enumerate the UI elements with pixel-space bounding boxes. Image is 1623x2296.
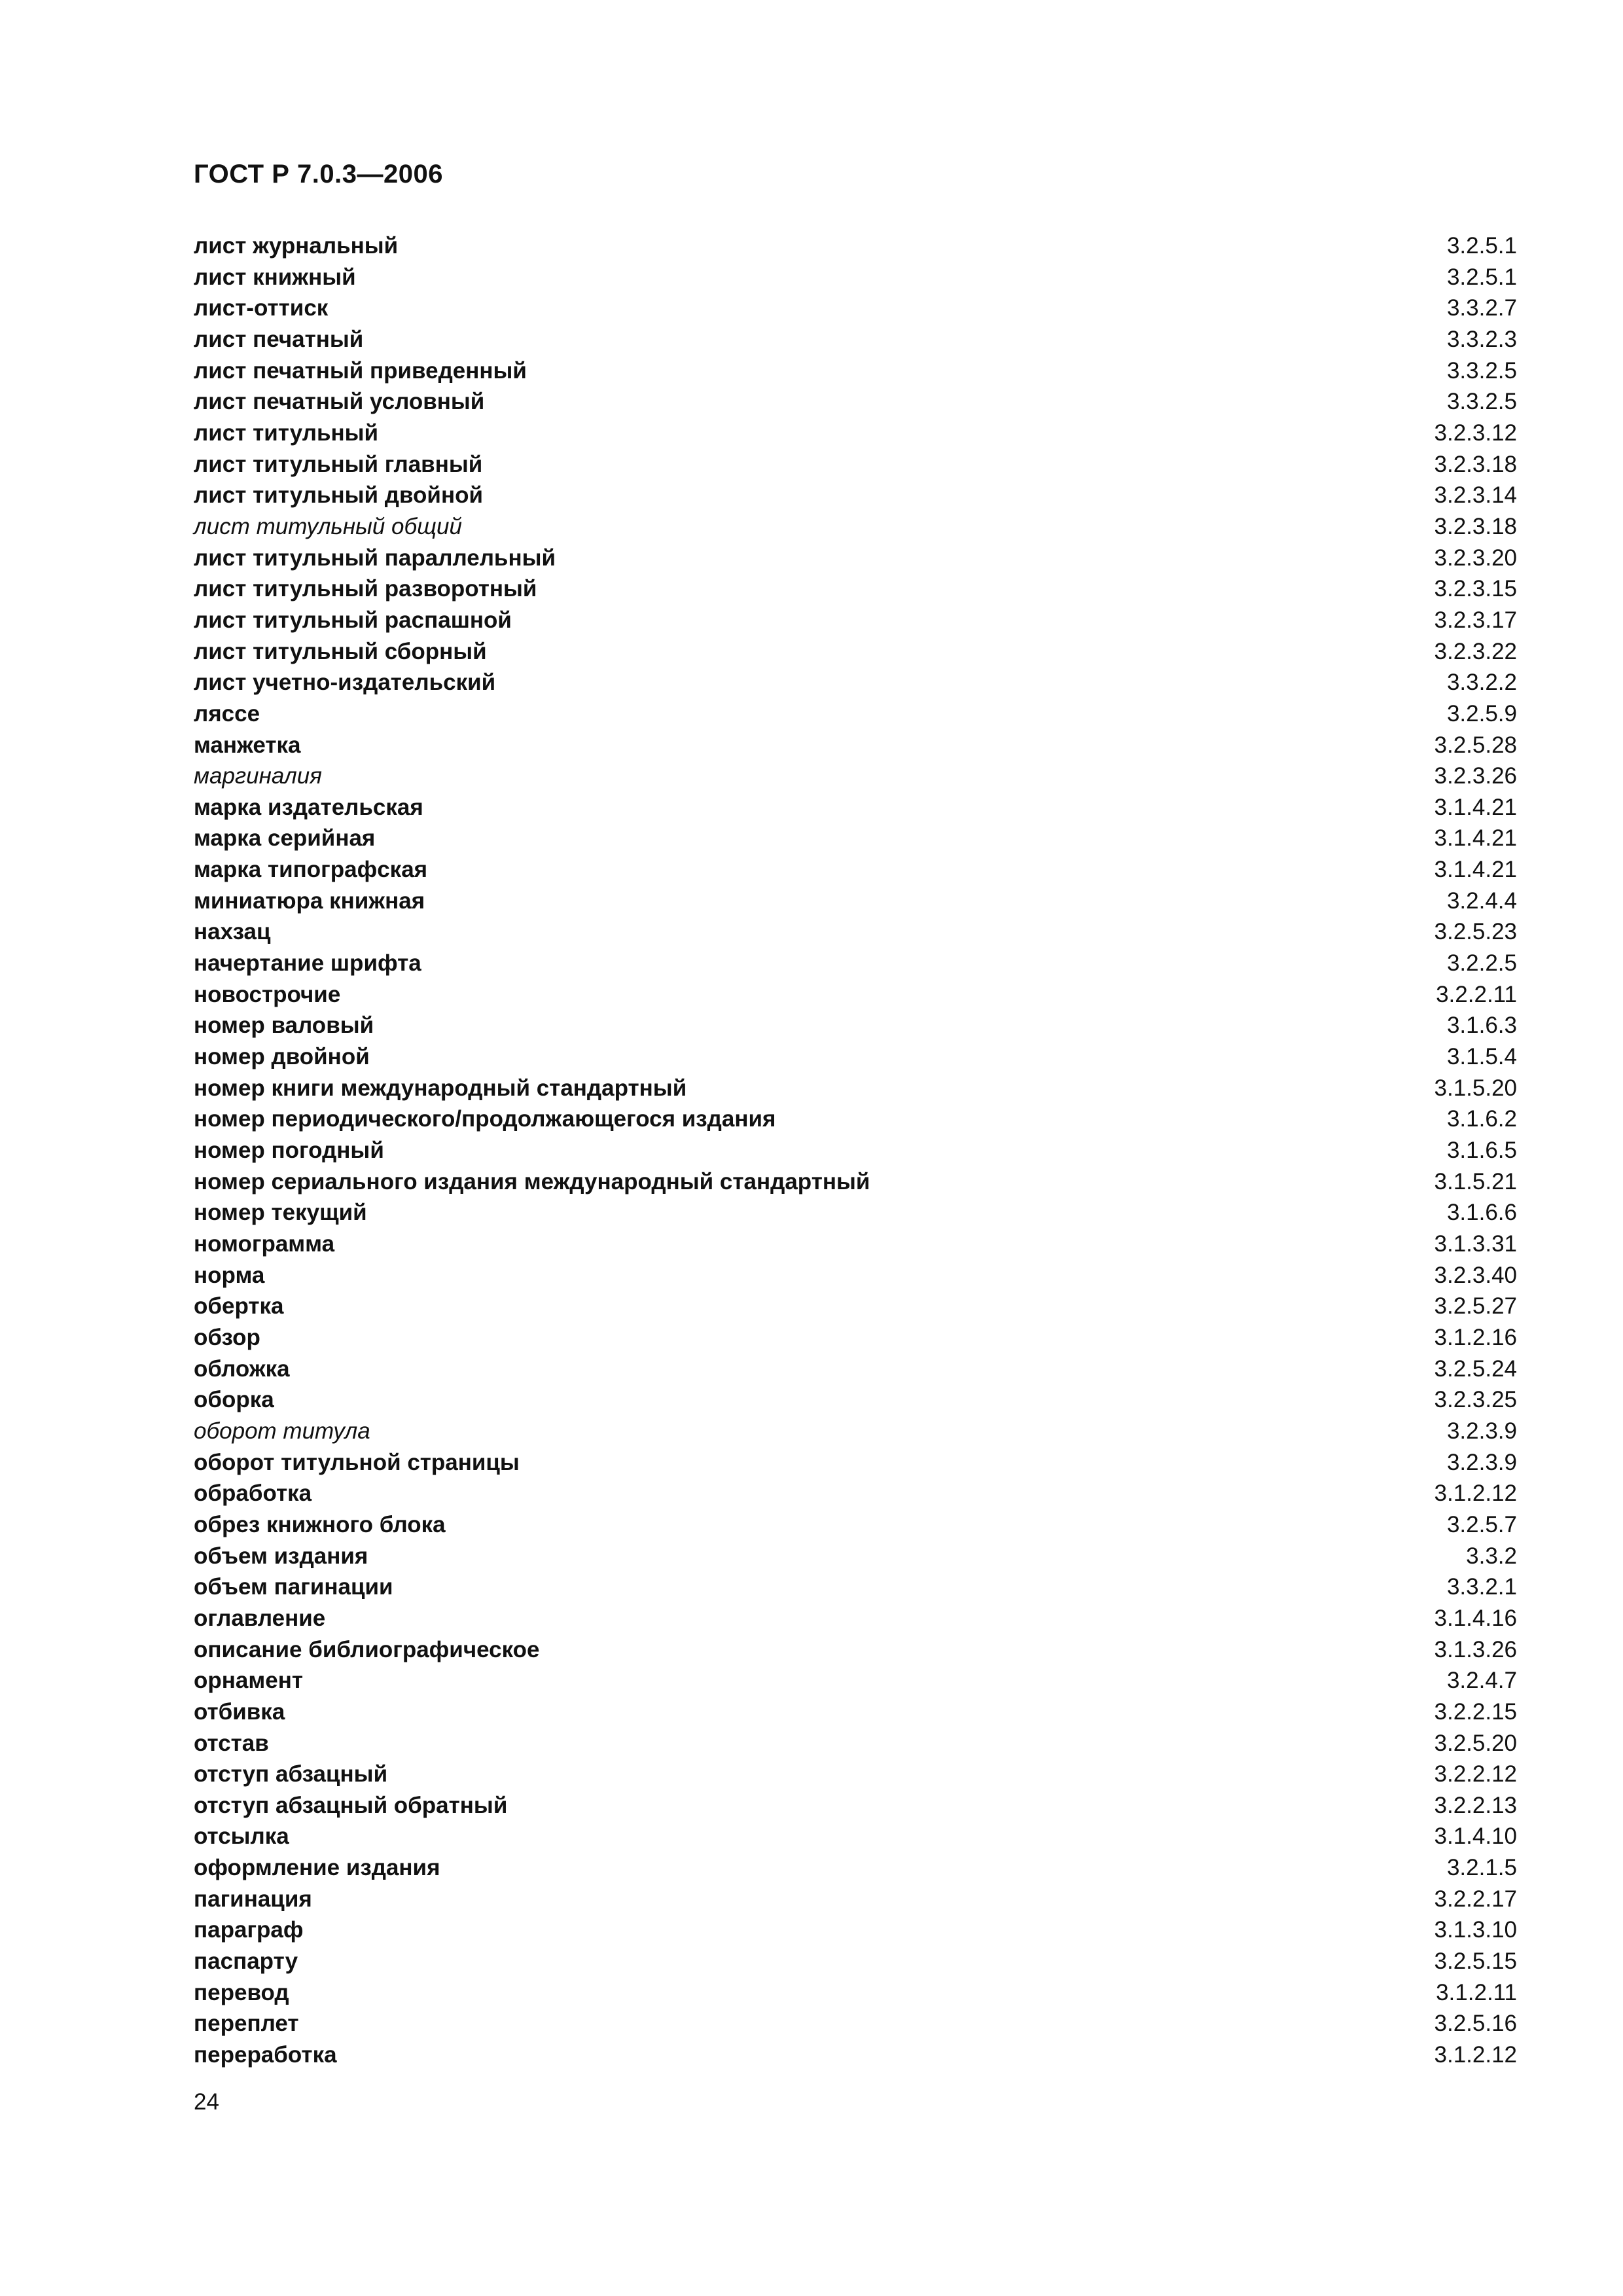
section-reference: 3.1.4.21 (1434, 794, 1517, 820)
section-reference: 3.2.5.16 (1434, 2011, 1517, 2037)
section-reference: 3.1.4.21 (1434, 857, 1517, 883)
index-term: лист титульный общий (194, 513, 462, 539)
index-entry (194, 1634, 1517, 1666)
index-term: миниатюра книжная (194, 888, 425, 914)
index-term: параграф (194, 1917, 304, 1943)
index-entry (194, 1541, 1517, 1572)
section-reference: 3.2.3.26 (1434, 763, 1517, 789)
section-reference: 3.2.5.15 (1434, 1948, 1517, 1975)
index-entry (194, 1852, 1517, 1884)
section-reference: 3.2.5.27 (1434, 1293, 1517, 1319)
section-reference: 3.2.5.28 (1434, 732, 1517, 758)
index-entry (194, 480, 1517, 511)
index-term: оборот титульной страницы (194, 1449, 520, 1475)
index-term: маргиналия (194, 763, 322, 789)
index-term: номер погодный (194, 1138, 384, 1164)
section-reference: 3.3.2.5 (1446, 357, 1517, 384)
index-term: лист титульный сборный (194, 638, 487, 664)
section-reference: 3.2.5.9 (1446, 700, 1517, 726)
index-entry (194, 1354, 1517, 1385)
index-entry (194, 449, 1517, 480)
index-term: лист-оттиск (194, 295, 329, 321)
index-entry (194, 730, 1517, 761)
index-entry (194, 293, 1517, 324)
index-term: обертка (194, 1293, 284, 1319)
section-reference: 3.2.5.24 (1434, 1355, 1517, 1382)
section-reference: 3.1.3.26 (1434, 1636, 1517, 1662)
index-entry (194, 1135, 1517, 1166)
section-reference: 3.2.3.9 (1446, 1418, 1517, 1444)
index-term: лист журнальный (194, 233, 399, 259)
index-entry (194, 1073, 1517, 1104)
index-term: переплет (194, 2011, 299, 2037)
section-reference: 3.2.3.20 (1434, 545, 1517, 571)
index-term: оборка (194, 1387, 274, 1413)
section-reference: 3.2.3.14 (1434, 482, 1517, 509)
section-reference: 3.2.2.11 (1436, 981, 1517, 1007)
term-index-list (194, 230, 1517, 2071)
index-entry (194, 948, 1517, 979)
section-reference: 3.2.2.5 (1446, 950, 1517, 977)
index-entry (194, 230, 1517, 262)
index-entry (194, 1384, 1517, 1416)
index-term: лист печатный (194, 326, 364, 352)
index-entry (194, 386, 1517, 418)
index-term: номограмма (194, 1231, 335, 1257)
section-reference: 3.1.6.3 (1446, 1013, 1517, 1039)
section-reference: 3.1.5.21 (1434, 1168, 1517, 1194)
index-term: лист титульный разворотный (194, 576, 537, 602)
index-entry (194, 823, 1517, 854)
section-reference: 3.2.3.12 (1434, 420, 1517, 446)
index-entry (194, 1166, 1517, 1198)
index-term: лист титульный двойной (194, 482, 483, 509)
index-term: обработка (194, 1480, 312, 1507)
index-entry (194, 605, 1517, 636)
index-entry (194, 1322, 1517, 1354)
index-term: начертание шрифта (194, 950, 421, 977)
index-term: номер периодического/продолжающегося издания (194, 1106, 776, 1132)
section-reference: 3.2.2.13 (1434, 1792, 1517, 1818)
index-term: объем пагинации (194, 1574, 393, 1600)
document-header: ГОСТ Р 7.0.3—2006 (194, 160, 443, 188)
page-number: 24 (194, 2089, 219, 2115)
index-entry (194, 1603, 1517, 1634)
index-entry (194, 1197, 1517, 1229)
index-entry (194, 854, 1517, 886)
index-term: номер книги международный стандартный (194, 1075, 687, 1101)
index-entry (194, 1977, 1517, 2009)
index-entry (194, 543, 1517, 574)
section-reference: 3.3.2.3 (1446, 326, 1517, 352)
index-term: отступ абзацный (194, 1761, 388, 1787)
section-reference: 3.2.3.22 (1434, 638, 1517, 664)
index-entry (194, 1821, 1517, 1852)
index-term: лист титульный (194, 420, 379, 446)
section-reference: 3.2.4.4 (1446, 888, 1517, 914)
index-term: лист титульный главный (194, 451, 483, 477)
section-reference: 3.2.3.40 (1434, 1262, 1517, 1288)
index-term: отбивка (194, 1698, 285, 1725)
index-entry (194, 1946, 1517, 1977)
index-term: марка типографская (194, 857, 428, 883)
section-reference: 3.3.2.7 (1446, 295, 1517, 321)
section-reference: 3.2.2.12 (1434, 1761, 1517, 1787)
index-entry (194, 1665, 1517, 1696)
index-term: номер текущий (194, 1200, 367, 1226)
index-entry (194, 886, 1517, 917)
index-term: номер двойной (194, 1044, 370, 1070)
index-entry (194, 636, 1517, 668)
index-term: норма (194, 1262, 265, 1288)
section-reference: 3.3.2 (1466, 1543, 1517, 1569)
index-entry (194, 1416, 1517, 1447)
section-reference: 3.1.6.6 (1446, 1200, 1517, 1226)
index-entry (194, 1229, 1517, 1260)
index-entry (194, 916, 1517, 948)
index-entry (194, 1478, 1517, 1509)
index-entry (194, 1010, 1517, 1041)
index-term: паспарту (194, 1948, 298, 1975)
section-reference: 3.2.5.20 (1434, 1730, 1517, 1756)
section-reference: 3.1.3.31 (1434, 1231, 1517, 1257)
section-reference: 3.2.2.15 (1434, 1698, 1517, 1725)
section-reference: 3.1.5.20 (1434, 1075, 1517, 1101)
section-reference: 3.3.2.2 (1446, 670, 1517, 696)
index-term: пагинация (194, 1886, 312, 1912)
index-term: лист печатный приведенный (194, 357, 527, 384)
index-entry (194, 355, 1517, 387)
section-reference: 3.2.5.1 (1446, 264, 1517, 290)
index-entry (194, 1041, 1517, 1073)
section-reference: 3.2.3.17 (1434, 607, 1517, 633)
section-reference: 3.2.3.18 (1434, 451, 1517, 477)
section-reference: 3.1.4.10 (1434, 1823, 1517, 1850)
index-entry (194, 698, 1517, 730)
section-reference: 3.2.3.18 (1434, 513, 1517, 539)
section-reference: 3.2.4.7 (1446, 1668, 1517, 1694)
index-term: перевод (194, 1979, 289, 2005)
index-term: обзор (194, 1324, 260, 1350)
section-reference: 3.1.3.10 (1434, 1917, 1517, 1943)
section-reference: 3.2.3.9 (1446, 1449, 1517, 1475)
section-reference: 3.1.6.2 (1446, 1106, 1517, 1132)
index-term: обложка (194, 1355, 290, 1382)
index-term: оформление издания (194, 1855, 440, 1881)
index-entry (194, 667, 1517, 698)
section-reference: 3.2.5.1 (1446, 233, 1517, 259)
section-reference: 3.3.2.1 (1446, 1574, 1517, 1600)
section-reference: 3.1.2.12 (1434, 1480, 1517, 1507)
index-entry (194, 1260, 1517, 1291)
section-reference: 3.1.2.12 (1434, 2042, 1517, 2068)
index-entry (194, 324, 1517, 355)
index-term: переработка (194, 2042, 337, 2068)
section-reference: 3.1.4.21 (1434, 825, 1517, 852)
section-reference: 3.2.5.7 (1446, 1511, 1517, 1537)
index-term: объем издания (194, 1543, 368, 1569)
index-term: лист титульный параллельный (194, 545, 556, 571)
index-entry (194, 1103, 1517, 1135)
index-entry (194, 1759, 1517, 1790)
section-reference: 3.1.6.5 (1446, 1138, 1517, 1164)
index-entry (194, 1884, 1517, 1915)
index-term: новострочие (194, 981, 341, 1007)
section-reference: 3.2.3.25 (1434, 1387, 1517, 1413)
index-term: ляссе (194, 700, 260, 726)
index-term: оглавление (194, 1605, 326, 1631)
section-reference: 3.3.2.5 (1446, 389, 1517, 415)
index-entry (194, 1728, 1517, 1759)
section-reference: 3.2.1.5 (1446, 1855, 1517, 1881)
section-reference: 3.1.4.16 (1434, 1605, 1517, 1631)
index-entry (194, 2008, 1517, 2039)
index-entry (194, 2039, 1517, 2071)
index-term: отстав (194, 1730, 269, 1756)
index-entry (194, 262, 1517, 293)
index-term: отступ абзацный обратный (194, 1792, 508, 1818)
index-term: номер валовый (194, 1013, 374, 1039)
index-entry (194, 1571, 1517, 1603)
section-reference: 3.1.2.16 (1434, 1324, 1517, 1350)
index-entry (194, 1509, 1517, 1541)
index-term: лист титульный распашной (194, 607, 512, 633)
index-term: номер сериального издания международный стандартный (194, 1168, 870, 1194)
index-term: оборот титула (194, 1418, 370, 1444)
index-entry (194, 1914, 1517, 1946)
section-reference: 3.1.2.11 (1436, 1979, 1517, 2005)
index-term: отсылка (194, 1823, 289, 1850)
index-entry (194, 418, 1517, 449)
index-term: лист печатный условный (194, 389, 485, 415)
section-reference: 3.1.5.4 (1446, 1044, 1517, 1070)
index-entry (194, 792, 1517, 823)
index-term: лист учетно-издательский (194, 670, 496, 696)
index-entry (194, 1696, 1517, 1728)
index-term: обрез книжного блока (194, 1511, 446, 1537)
index-term: орнамент (194, 1668, 304, 1694)
index-entry (194, 1447, 1517, 1479)
section-reference: 3.2.5.23 (1434, 919, 1517, 945)
index-entry (194, 1790, 1517, 1821)
index-entry (194, 511, 1517, 543)
index-entry (194, 573, 1517, 605)
index-entry (194, 979, 1517, 1011)
section-reference: 3.2.3.15 (1434, 576, 1517, 602)
index-term: нахзац (194, 919, 271, 945)
index-entry (194, 1291, 1517, 1322)
index-term: марка издательская (194, 794, 423, 820)
index-term: марка серийная (194, 825, 376, 852)
index-term: описание библиографическое (194, 1636, 540, 1662)
index-term: манжетка (194, 732, 301, 758)
section-reference: 3.2.2.17 (1434, 1886, 1517, 1912)
index-term: лист книжный (194, 264, 356, 290)
index-entry (194, 761, 1517, 792)
